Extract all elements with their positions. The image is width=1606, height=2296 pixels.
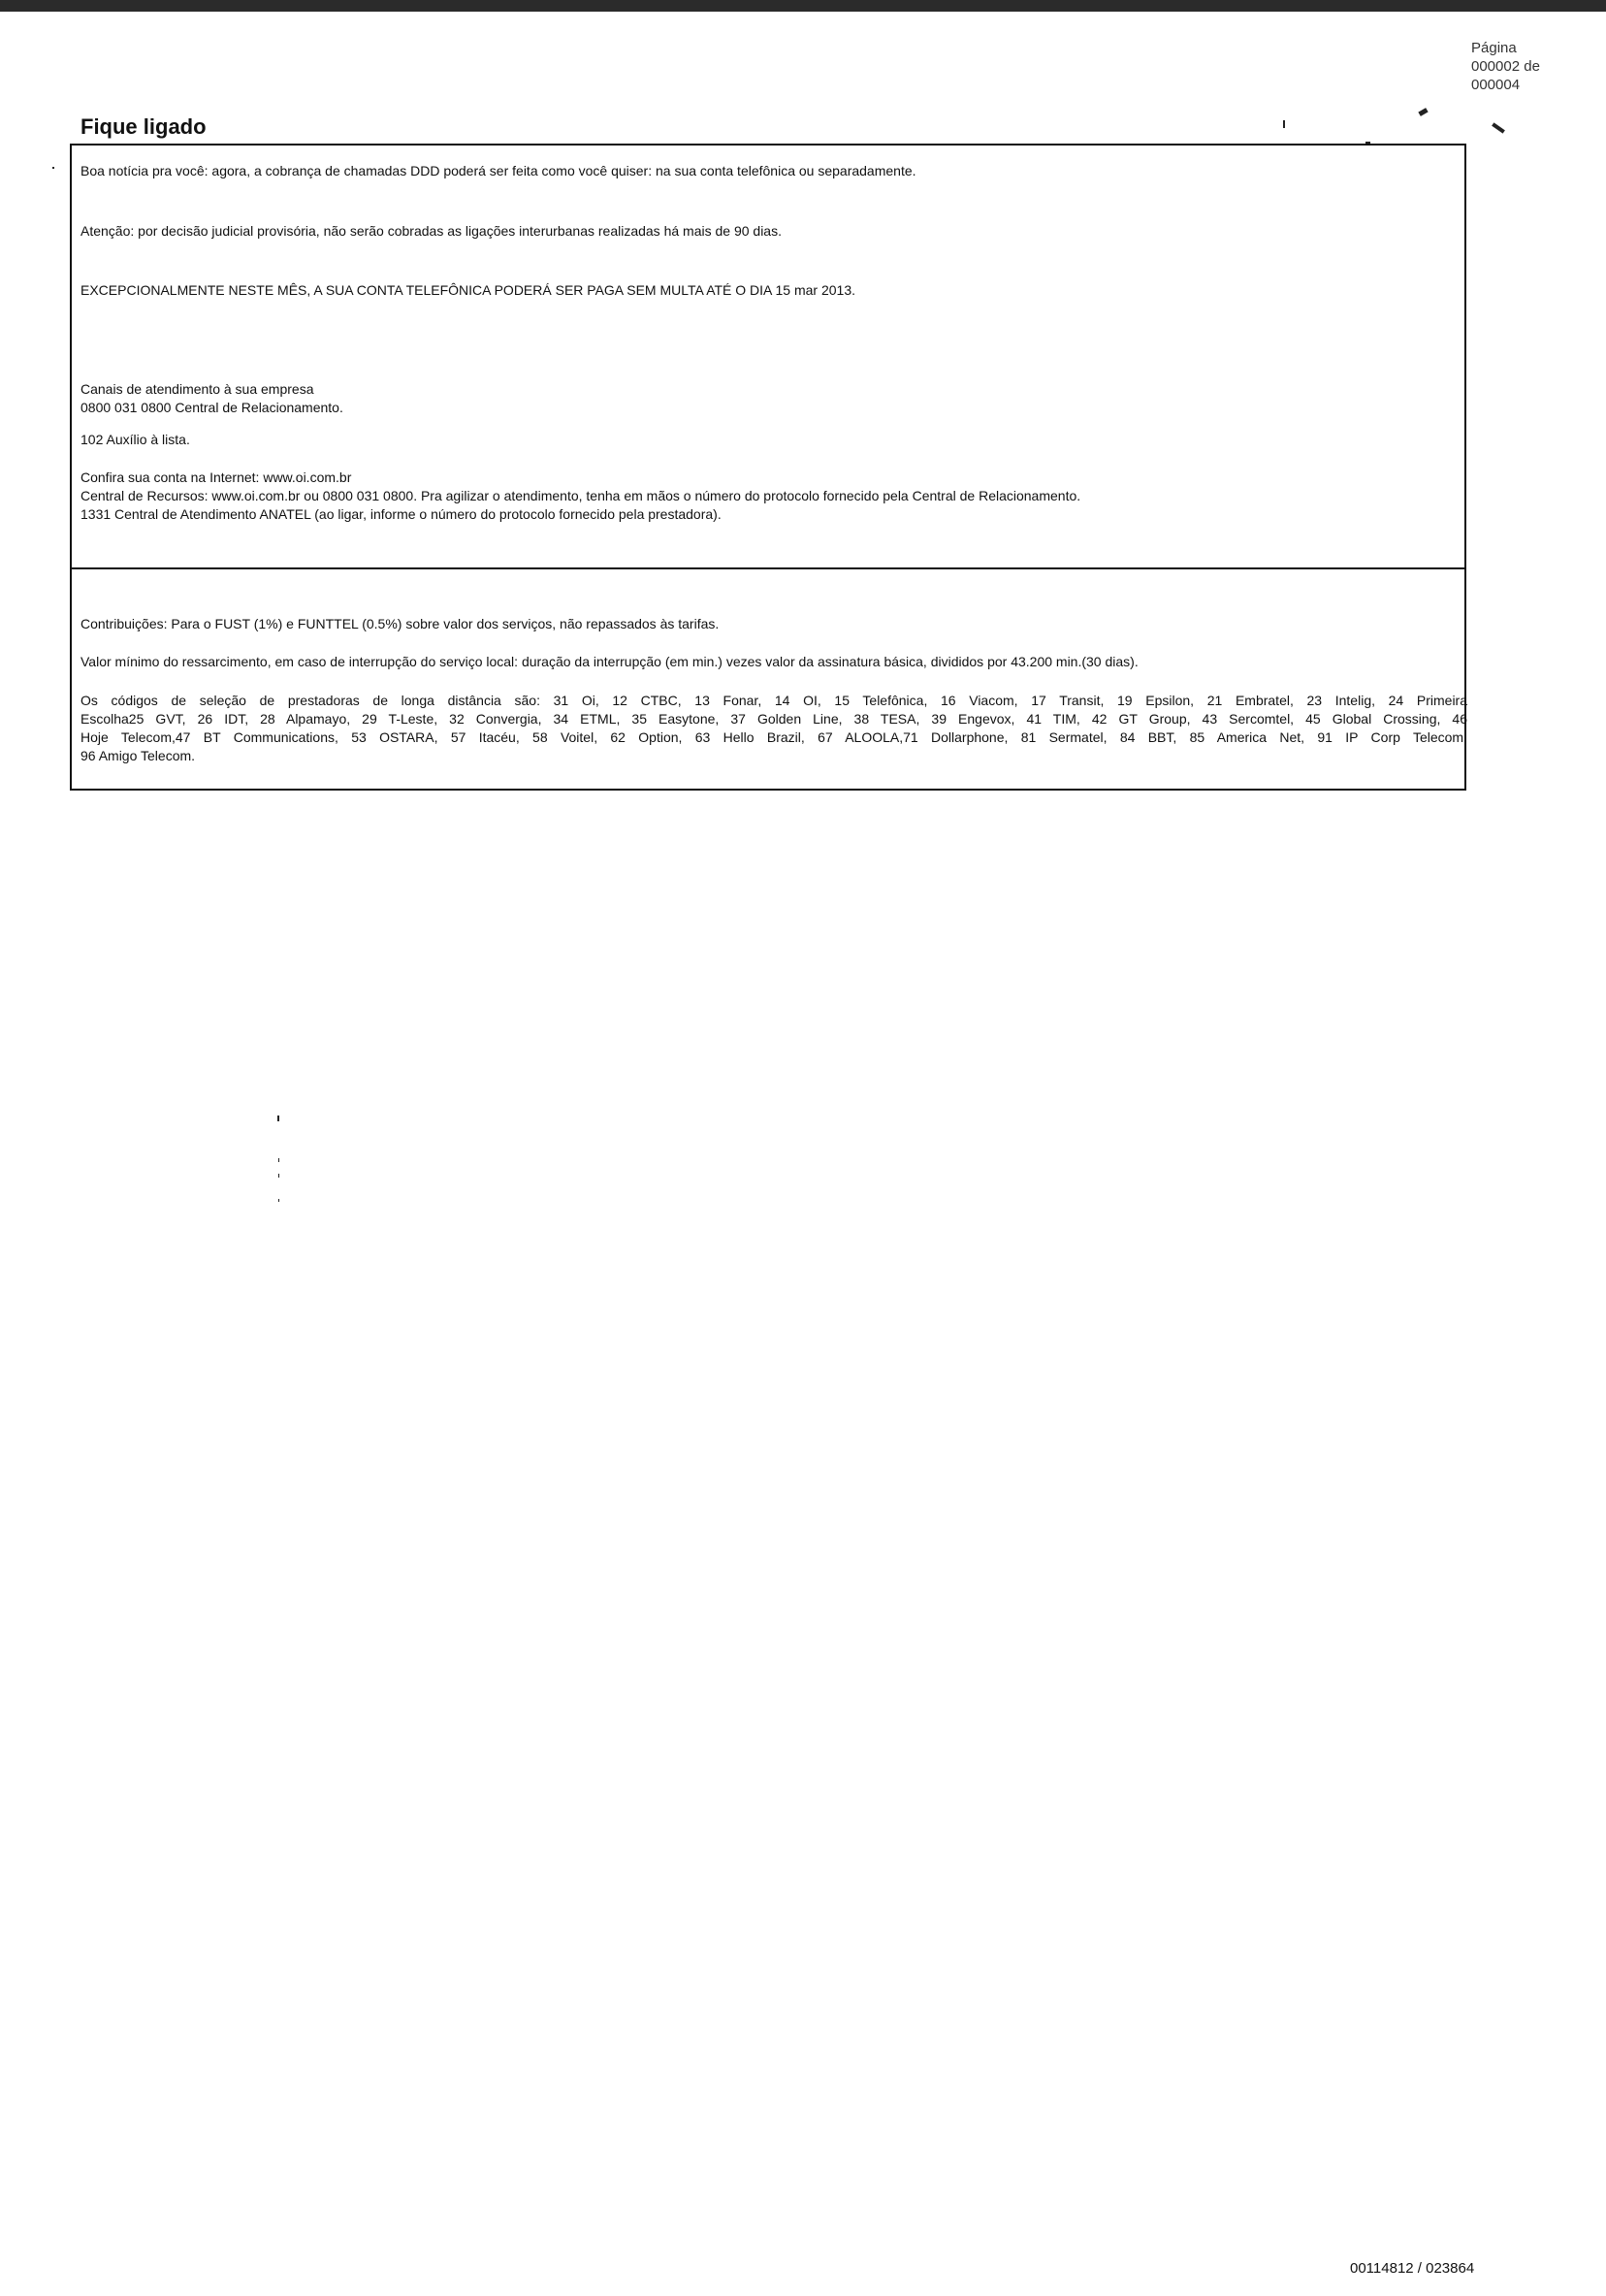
carrier-codes-line: 96 Amigo Telecom. xyxy=(80,748,196,763)
page-label-current: 000002 de xyxy=(1471,58,1540,75)
scan-mark xyxy=(52,167,54,169)
scan-mark xyxy=(277,1116,279,1121)
scan-top-edge xyxy=(0,0,1606,12)
carrier-codes-line: Os códigos de seleção de prestadoras de longa distância são: 31 Oi, 12 CTBC, 13 Fonar, 14 OI, 15 Telefônica, 16 Viacom, 17 Transit, 19 Epsilon, 21 Embratel, 23 Intelig, 24 Primeira xyxy=(80,693,1467,708)
scan-mark xyxy=(278,1174,279,1178)
scan-mark xyxy=(1418,108,1428,116)
page-label-total: 000004 xyxy=(1471,77,1521,93)
contributions: Contribuições: Para o FUST (1%) e FUNTTEL (0.5%) sobre valor dos serviços, não repassados às tarifas. xyxy=(80,616,720,631)
page-number xyxy=(1471,39,1578,94)
scan-mark xyxy=(278,1199,279,1202)
anatel-center: 1331 Central de Atendimento ANATEL (ao ligar, informe o número do protocolo fornecido pela prestadora). xyxy=(80,506,722,522)
internet-bill: Confira sua conta na Internet: www.oi.com.br xyxy=(80,469,352,485)
scan-mark xyxy=(1492,122,1505,133)
page-label-word: Página xyxy=(1471,40,1517,56)
carrier-codes-line: Escolha25 GVT, 26 IDT, 28 Alpamayo, 29 T-Leste, 32 Convergia, 34 ETML, 35 Easytone, 37 Golden Line, 38 TESA, 39 Engevox, 41 TIM, 42 GT Group, 43 Sercomtel, 45 Global Crossing, 46 xyxy=(80,711,1467,727)
relationship-center: 0800 031 0800 Central de Relacionamento. xyxy=(80,400,343,415)
judicial-notice: Atenção: por decisão judicial provisória, não serão cobradas as ligações interurbanas realizadas há mais de 90 dias. xyxy=(80,223,782,239)
channels-heading: Canais de atendimento à sua empresa xyxy=(80,381,314,397)
document-code: 00114812 / 023864 xyxy=(1350,2260,1475,2277)
section-title: Fique ligado xyxy=(80,114,207,139)
due-date-notice: EXCEPCIONALMENTE NESTE MÊS, A SUA CONTA TELEFÔNICA PODERÁ SER PAGA SEM MULTA ATÉ O DIA 15 mar 2013. xyxy=(80,282,856,298)
reimbursement: Valor mínimo do ressarcimento, em caso de interrupção do serviço local: duração da interrupção (em min.) vezes valor da assinatura básica, divididos por 43.200 min.(30 dias). xyxy=(80,654,1139,669)
carrier-codes-line: Hoje Telecom,47 BT Communications, 53 OSTARA, 57 Itacéu, 58 Voitel, 62 Option, 63 Hello Brazil, 67 ALOOLA,71 Dollarphone, 81 Sermatel, 84 BBT, 85 America Net, 91 IP Corp Telecom, xyxy=(80,729,1467,745)
scan-mark xyxy=(278,1158,279,1162)
directory-assistance: 102 Auxílio à lista. xyxy=(80,432,190,447)
carrier-codes xyxy=(80,692,1467,765)
appeals-center: Central de Recursos: www.oi.com.br ou 0800 031 0800. Pra agilizar o atendimento, tenha em mãos o número do protocolo fornecido pela Central de Relacionamento. xyxy=(80,488,1081,503)
scan-mark xyxy=(1283,120,1285,128)
ddd-notice: Boa notícia pra você: agora, a cobrança de chamadas DDD poderá ser feita como você quiser: na sua conta telefônica ou separadamente. xyxy=(80,163,916,178)
